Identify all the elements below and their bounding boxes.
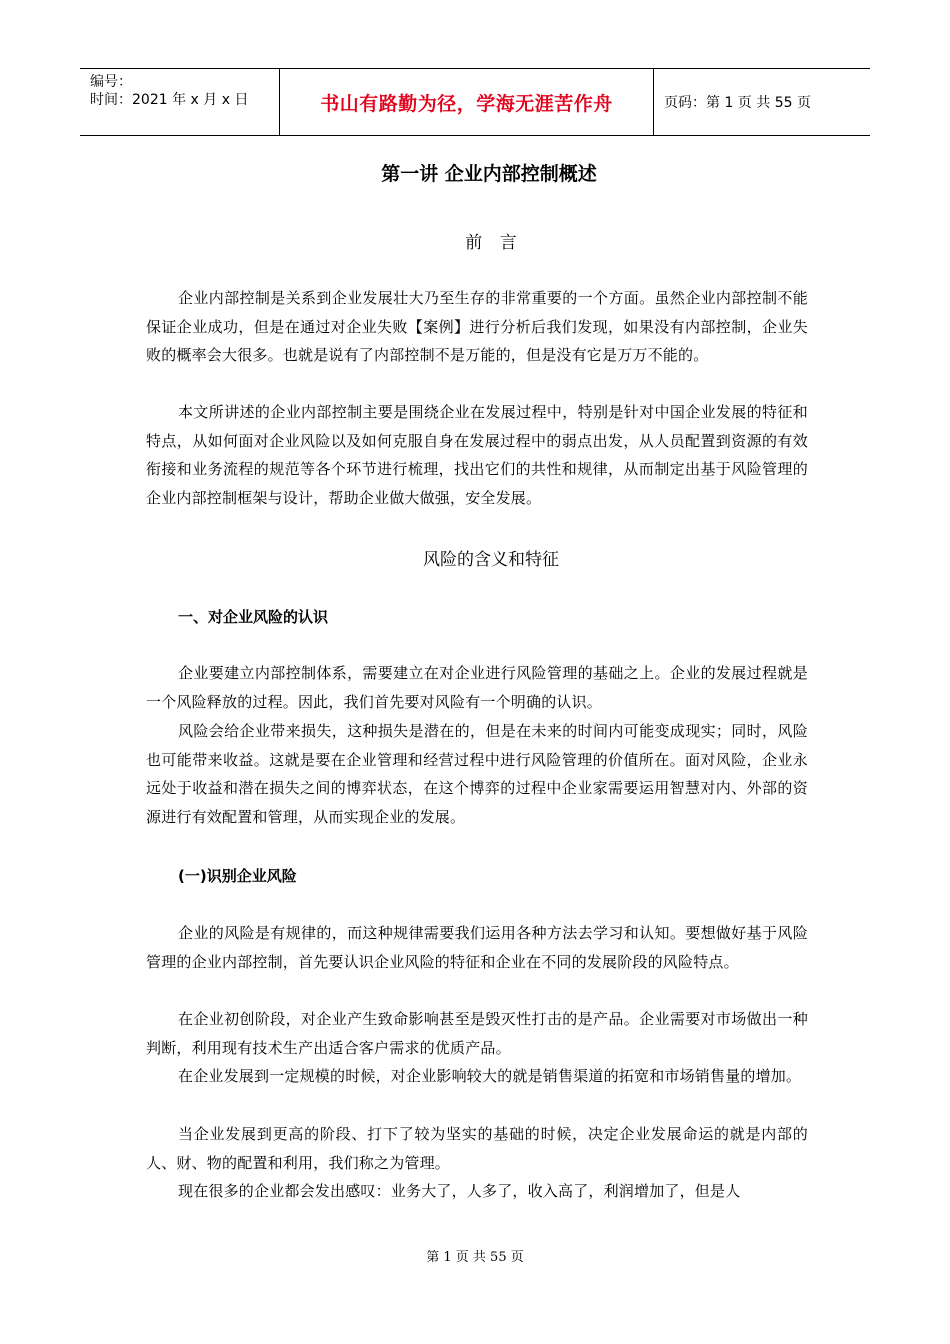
- paragraph: 企业内部控制是关系到企业发展壮大乃至生存的非常重要的一个方面。虽然企业内部控制不能保证企业成功，但是在通过对企业失败【案例】进行分析后我们发现，如果没有内部控制，企业失败的概率会大很多。也就是说有了内部控制不是万能的，但是没有它是万万不能的。: [146, 289, 808, 365]
- date-label: 时间：2021 年 x 月 x 日: [90, 92, 249, 108]
- header-meta: [80, 69, 280, 135]
- header-motto: 书山有路勤为径，学海无涯苦作舟: [280, 69, 654, 135]
- paragraph: 风险会给企业带来损失，这种损失是潜在的，但是在未来的时间内可能变成现实；同时，风险也可能带来收益。这就是要在企业管理和经营过程中进行风险管理的价值所在。面对风险，企业永远处于收益和潜在损失之间的博弈状态，在这个博弈的过程中企业家需要运用智慧对内、外部的资源进行有效配置和管理，从而实现企业的发展。: [146, 722, 808, 826]
- paragraph: 现在很多的企业都会发出感叹：业务大了，人多了，收入高了，利润增加了，但是人: [178, 1182, 741, 1200]
- paragraph: 企业要建立内部控制体系，需要建立在对企业进行风险管理的基础之上。企业的发展过程就是一个风险释放的过程。因此，我们首先要对风险有一个明确的认识。: [146, 664, 808, 711]
- paragraph: 企业的风险是有规律的，而这种规律需要我们运用各种方法去学习和认知。要想做好基于风险管理的企业内部控制，首先要认识企业风险的特征和企业在不同的发展阶段的风险特点。: [146, 924, 808, 971]
- paragraph: 本文所讲述的企业内部控制主要是围绕企业在发展过程中，特别是针对中国企业发展的特征和特点，从如何面对企业风险以及如何克服自身在发展过程中的弱点出发，从人员配置到资源的有效衔接和业务流程的规范等各个环节进行梳理，找出它们的共性和规律，从而制定出基于风险管理的企业内部控制框架与设计，帮助企业做大做强，安全发展。: [146, 403, 808, 507]
- paragraph: 在企业发展到一定规模的时候，对企业影响较大的就是销售渠道的拓宽和市场销售量的增加。: [178, 1067, 802, 1085]
- header-table: [80, 68, 870, 136]
- paragraph: 当企业发展到更高的阶段、打下了较为坚实的基础的时候，决定企业发展命运的就是内部的人、财、物的配置和利用，我们称之为管理。: [146, 1125, 808, 1172]
- section-title: 风险的含义和特征: [423, 550, 559, 570]
- code-label: 编号：: [90, 74, 132, 90]
- page-title: 第一讲 企业内部控制概述: [381, 163, 597, 185]
- preface-title: 前 言: [465, 233, 523, 253]
- heading-level-1: 一、对企业风险的认识: [178, 608, 329, 626]
- paragraph: 在企业初创阶段，对企业产生致命影响甚至是毁灭性打击的是产品。企业需要对市场做出一种判断，利用现有技术生产出适合客户需求的优质产品。: [146, 1010, 808, 1057]
- page-footer: 第 1 页 共 55 页: [426, 1250, 524, 1265]
- heading-level-2: (一)识别企业风险: [178, 867, 297, 885]
- header-page-info: 页码：第 1 页 共 55 页: [664, 95, 811, 111]
